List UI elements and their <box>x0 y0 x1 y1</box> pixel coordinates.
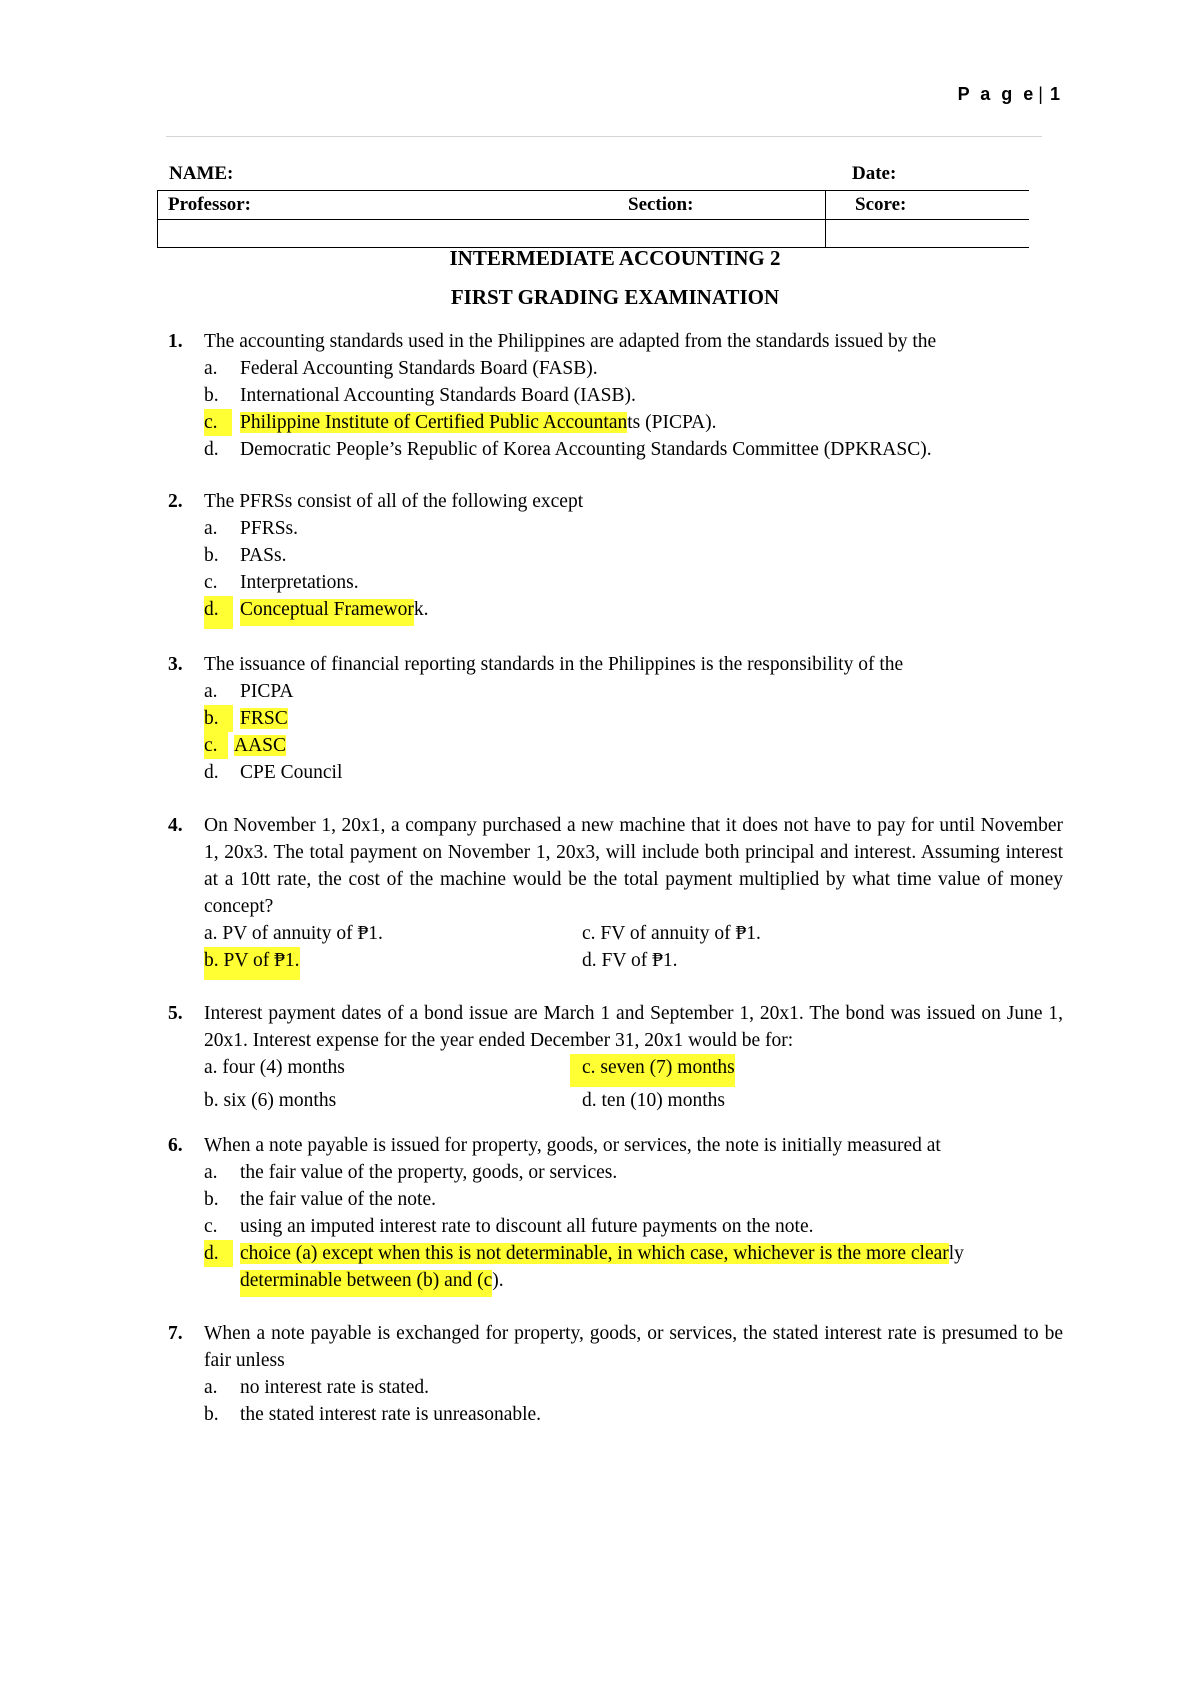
question-number: 4. <box>168 815 183 836</box>
option-c: c. AASC <box>204 732 1063 759</box>
question-text: When a note payable is exchanged for property, goods, or services, the stated interest rate is presumed to be fair unless <box>204 1323 1063 1371</box>
question-text: The PFRSs consist of all of the following except <box>204 491 584 512</box>
question-1 <box>168 328 1063 463</box>
question-5 <box>168 1000 1063 1114</box>
score-label: Score: <box>855 194 907 215</box>
page-number: 1 <box>1049 84 1063 104</box>
question-text: The issuance of financial reporting standards in the Philippines is the responsibility of the <box>204 654 904 675</box>
question-number: 1. <box>168 331 183 352</box>
question-text: The accounting standards used in the Philippines are adapted from the standards issued by the <box>204 331 937 352</box>
page-word: P a g e <box>957 84 1037 104</box>
option-c: c. Philippine Institute of Certified Public Accountants (PICPA). <box>204 409 1063 436</box>
option-a: a. the fair value of the property, goods, or services. <box>204 1162 618 1183</box>
option-b: b. PV of ₱1. <box>204 947 582 980</box>
name-label: NAME: <box>169 163 234 184</box>
question-7 <box>168 1320 1063 1428</box>
option-b: b. six (6) months <box>204 1090 337 1111</box>
question-text: On November 1, 20x1, a company purchased a new machine that it does not have to pay for until November 1, 20x3. The total payment on November 1, 20x3, will include both principal and interest. Assuming interest at a 10tt rate, the cost of the machine would be the total payment multiplied by what time value of money concept? <box>204 815 1063 917</box>
option-a: a. PICPA <box>204 681 294 702</box>
question-number: 7. <box>168 1323 183 1344</box>
option-c: c. seven (7) months <box>582 1054 960 1087</box>
exam-title: FIRST GRADING EXAMINATION <box>450 285 780 309</box>
option-c: c. Interpretations. <box>204 572 359 593</box>
option-b: b. the stated interest rate is unreasonable. <box>204 1404 542 1425</box>
options-row <box>204 947 1063 980</box>
question-4 <box>168 812 1063 980</box>
option-b: b. PASs. <box>204 545 287 566</box>
options-row <box>204 920 1063 947</box>
date-label: Date: <box>852 163 897 184</box>
student-info-table <box>157 160 1029 248</box>
question-number: 5. <box>168 1003 183 1024</box>
table-divider <box>825 220 826 247</box>
option-d: d. CPE Council <box>204 762 343 783</box>
options-row <box>204 1087 1063 1114</box>
option-c: c. using an imputed interest rate to discount all future payments on the note. <box>204 1216 814 1237</box>
option-d: d. Democratic People’s Republic of Korea Accounting Standards Committee (DPKRASC). <box>204 439 932 460</box>
question-number: 2. <box>168 491 183 512</box>
option-d: d. choice (a) except when this is not determinable, in which case, whichever is the more clearly determinable between (b) and (c). <box>204 1240 1063 1294</box>
option-a: a. Federal Accounting Standards Board (FASB). <box>204 358 598 379</box>
question-text: When a note payable is issued for property, goods, or services, the note is initially measured at <box>204 1135 941 1156</box>
page-number-label: P a g e | 1 <box>957 84 1063 104</box>
question-number: 3. <box>168 654 183 675</box>
option-a: a. PFRSs. <box>204 518 299 539</box>
option-d: d. Conceptual Framework. <box>204 596 1063 623</box>
question-number: 6. <box>168 1135 183 1156</box>
option-b: b. the fair value of the note. <box>204 1189 436 1210</box>
header-divider <box>166 136 1042 137</box>
option-b: b. International Accounting Standards Board (IASB). <box>204 385 636 406</box>
option-a: a. PV of annuity of ₱1. <box>204 923 383 944</box>
option-a: a. no interest rate is stated. <box>204 1377 429 1398</box>
question-2 <box>168 488 1063 623</box>
professor-label: Professor: <box>168 194 252 215</box>
option-b: b. FRSC <box>204 705 1063 732</box>
option-d: d. ten (10) months <box>582 1090 725 1111</box>
course-title: INTERMEDIATE ACCOUNTING 2 <box>449 246 781 270</box>
option-a: a. four (4) months <box>204 1057 345 1078</box>
table-divider <box>825 191 826 219</box>
section-label: Section: <box>628 194 694 215</box>
question-6 <box>168 1132 1063 1294</box>
option-c: c. FV of annuity of ₱1. <box>582 923 761 944</box>
options-row <box>204 1054 1063 1087</box>
option-d: d. FV of ₱1. <box>582 950 678 971</box>
question-3 <box>168 651 1063 786</box>
question-text: Interest payment dates of a bond issue are March 1 and September 1, 20x1. The bond was issued on June 1, 20x1. Interest expense for the year ended December 31, 20x1 would be for: <box>204 1003 1063 1051</box>
